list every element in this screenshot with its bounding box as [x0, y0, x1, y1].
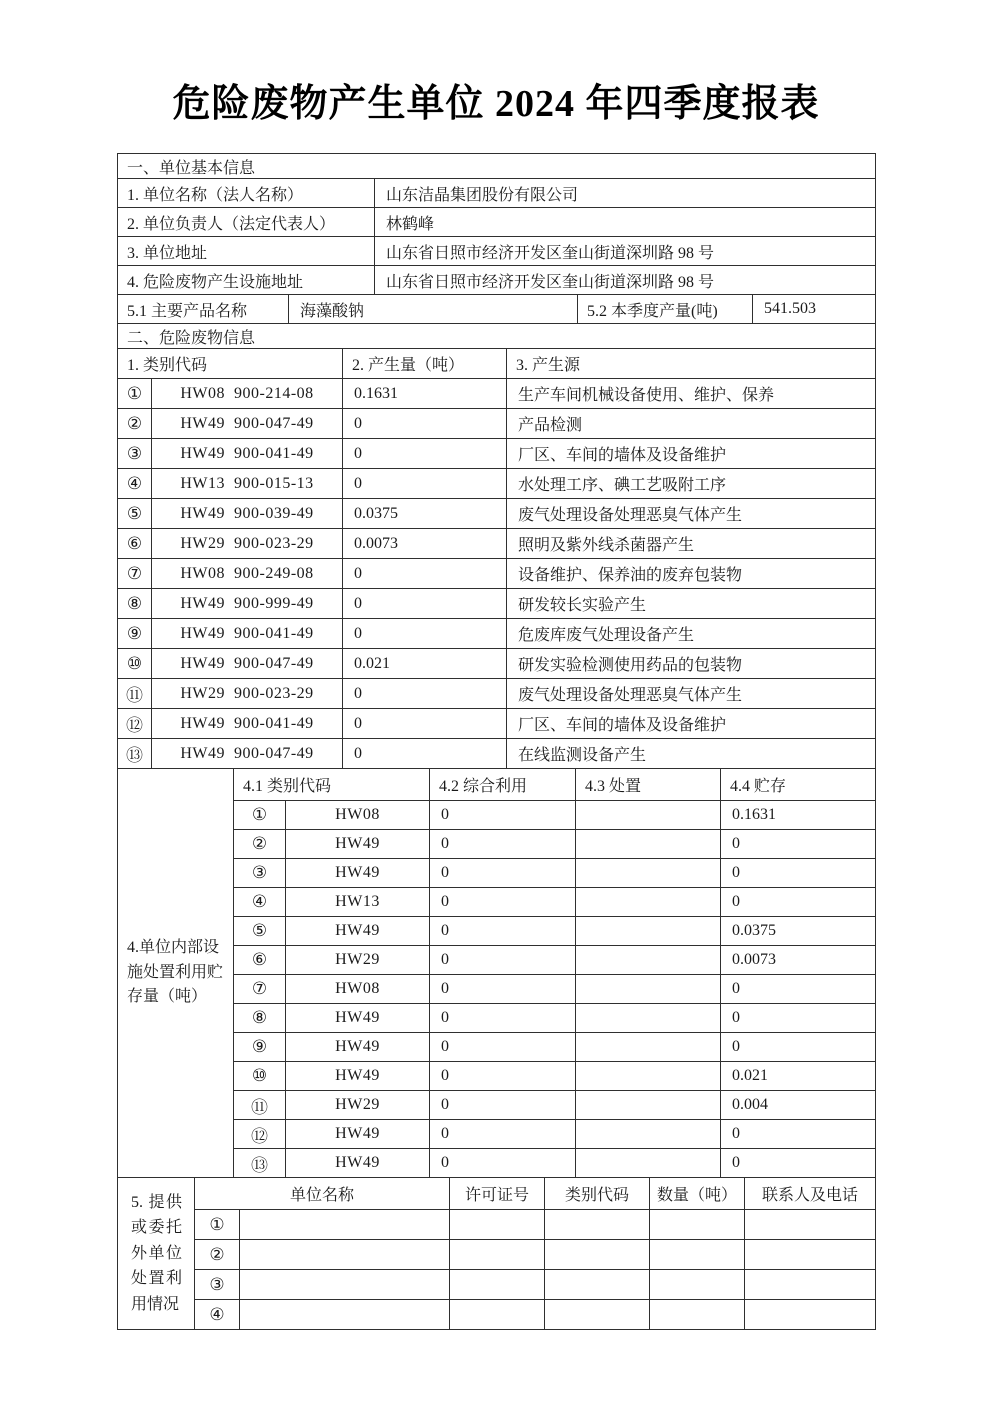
internal-code: HW49: [286, 917, 430, 946]
section5-row-label-text: 5. 提供或委托外单位处置利用情况: [131, 1193, 182, 1313]
internal-store: 0: [721, 1033, 876, 1062]
waste-source: 厂区、车间的墙体及设备维护: [507, 709, 876, 739]
internal-row-num: ⑥: [234, 946, 286, 975]
waste-code: HW49 900-041-49: [152, 709, 343, 739]
waste-amount: 0: [343, 739, 507, 769]
external-row: [118, 1240, 876, 1270]
external-license: [450, 1210, 545, 1240]
quarter-output-label: 5.2 本季度产量(吨): [578, 295, 753, 324]
external-row-num: ③: [195, 1270, 240, 1300]
internal-store: 0: [721, 859, 876, 888]
external-code: [545, 1300, 650, 1330]
waste-info-table: [117, 323, 876, 769]
waste-source: 产品检测: [507, 409, 876, 439]
waste-row: [118, 439, 876, 469]
internal-dispose: [576, 1062, 721, 1091]
internal-utilize: 0: [430, 1004, 576, 1033]
waste-code: HW49 900-047-49: [152, 739, 343, 769]
waste-source: 厂区、车间的墙体及设备维护: [507, 439, 876, 469]
waste-code: HW13 900-015-13: [152, 469, 343, 499]
waste-row-num: ⑦: [118, 559, 152, 589]
waste-code: HW49 900-999-49: [152, 589, 343, 619]
col-header-qty: 数量（吨）: [650, 1178, 745, 1210]
waste-row-num: ⑫: [118, 709, 152, 739]
internal-dispose: [576, 1120, 721, 1149]
quarter-output-value: 541.503: [753, 295, 876, 324]
external-license: [450, 1270, 545, 1300]
internal-dispose: [576, 1004, 721, 1033]
internal-row-num: ①: [234, 801, 286, 830]
col-header-42-utilize: 4.2 综合利用: [430, 769, 576, 801]
waste-row-num: ③: [118, 439, 152, 469]
external-contact: [745, 1270, 876, 1300]
unit-head-value: 林鹤峰: [375, 208, 876, 237]
internal-utilize: 0: [430, 1149, 576, 1178]
main-product-value: 海藻酸钠: [289, 295, 578, 324]
internal-utilize: 0: [430, 917, 576, 946]
internal-dispose: [576, 801, 721, 830]
internal-code: HW13: [286, 888, 430, 917]
internal-dispose: [576, 917, 721, 946]
waste-row-num: ⑩: [118, 649, 152, 679]
waste-code: HW49 900-047-49: [152, 649, 343, 679]
internal-dispose: [576, 888, 721, 917]
external-license: [450, 1300, 545, 1330]
external-contact: [745, 1240, 876, 1270]
external-code: [545, 1240, 650, 1270]
internal-code: HW49: [286, 859, 430, 888]
waste-amount: 0: [343, 709, 507, 739]
external-row: [118, 1270, 876, 1300]
internal-store: 0: [721, 1120, 876, 1149]
external-qty: [650, 1270, 745, 1300]
col-header-unit-name: 单位名称: [195, 1178, 450, 1210]
page-title: 危险废物产生单位 2024 年四季度报表: [172, 83, 820, 125]
waste-source: 照明及紫外线杀菌器产生: [507, 529, 876, 559]
unit-name-value: 山东洁晶集团股份有限公司: [375, 179, 876, 208]
waste-row-num: ⑧: [118, 589, 152, 619]
external-qty: [650, 1210, 745, 1240]
internal-dispose: [576, 859, 721, 888]
external-unit-name: [240, 1270, 450, 1300]
external-row: [118, 1300, 876, 1330]
waste-row: [118, 469, 876, 499]
internal-dispose: [576, 1091, 721, 1120]
facility-address-value: 山东省日照市经济开发区奎山街道深圳路 98 号: [375, 266, 876, 295]
external-row: [118, 1210, 876, 1240]
internal-store: 0: [721, 1004, 876, 1033]
col-header-44-store: 4.4 贮存: [721, 769, 876, 801]
internal-store: 0.0073: [721, 946, 876, 975]
waste-source: 废气处理设备处理恶臭气体产生: [507, 679, 876, 709]
waste-code: HW49 900-041-49: [152, 619, 343, 649]
section4-row-label: [118, 769, 234, 1178]
waste-row: [118, 709, 876, 739]
internal-store: 0.004: [721, 1091, 876, 1120]
section5-row-label: [118, 1178, 195, 1330]
waste-row: [118, 379, 876, 409]
col-header-code5: 类别代码: [545, 1178, 650, 1210]
waste-row: [118, 649, 876, 679]
waste-code: HW49 900-039-49: [152, 499, 343, 529]
internal-row-num: ⑫: [234, 1120, 286, 1149]
internal-utilize: 0: [430, 1033, 576, 1062]
external-contact: [745, 1210, 876, 1240]
waste-row-num: ①: [118, 379, 152, 409]
col-header-41-code: 4.1 类别代码: [234, 769, 430, 801]
internal-code: HW49: [286, 1033, 430, 1062]
waste-amount: 0.0073: [343, 529, 507, 559]
internal-row-num: ④: [234, 888, 286, 917]
waste-source: 研发较长实验产生: [507, 589, 876, 619]
internal-row-num: ②: [234, 830, 286, 859]
waste-row-num: ⑥: [118, 529, 152, 559]
waste-amount: 0.1631: [343, 379, 507, 409]
internal-code: HW49: [286, 1149, 430, 1178]
waste-row-num: ⑨: [118, 619, 152, 649]
external-license: [450, 1240, 545, 1270]
internal-utilize: 0: [430, 975, 576, 1004]
internal-store: 0: [721, 830, 876, 859]
waste-code: HW29 900-023-29: [152, 529, 343, 559]
external-qty: [650, 1300, 745, 1330]
waste-amount: 0: [343, 559, 507, 589]
internal-utilize: 0: [430, 1120, 576, 1149]
internal-dispose: [576, 1033, 721, 1062]
external-row-num: ①: [195, 1210, 240, 1240]
waste-row-num: ⑬: [118, 739, 152, 769]
internal-dispose: [576, 946, 721, 975]
unit-address-value: 山东省日照市经济开发区奎山街道深圳路 98 号: [375, 237, 876, 266]
internal-row-num: ⑧: [234, 1004, 286, 1033]
unit-head-label: 2. 单位负责人（法定代表人）: [118, 208, 375, 237]
waste-row: [118, 739, 876, 769]
waste-amount: 0.021: [343, 649, 507, 679]
internal-code: HW49: [286, 1004, 430, 1033]
section2-heading: 二、危险废物信息: [118, 324, 876, 349]
col-header-code: 1. 类别代码: [118, 349, 343, 379]
internal-code: HW29: [286, 1091, 430, 1120]
waste-code: HW08 900-249-08: [152, 559, 343, 589]
waste-row: [118, 409, 876, 439]
internal-code: HW29: [286, 946, 430, 975]
waste-source: 危废库废气处理设备产生: [507, 619, 876, 649]
section4-row-label-text: 4.单位内部设施处置利用贮存量（吨）: [127, 938, 224, 1006]
basic-info-table: [117, 153, 876, 324]
internal-row-num: ⑤: [234, 917, 286, 946]
waste-row-num: ⑤: [118, 499, 152, 529]
waste-row-num: ④: [118, 469, 152, 499]
waste-code: HW49 900-047-49: [152, 409, 343, 439]
waste-code: HW29 900-023-29: [152, 679, 343, 709]
main-product-label: 5.1 主要产品名称: [118, 295, 289, 324]
waste-amount: 0.0375: [343, 499, 507, 529]
waste-row: [118, 559, 876, 589]
internal-code: HW49: [286, 830, 430, 859]
internal-utilize: 0: [430, 1091, 576, 1120]
internal-utilize: 0: [430, 830, 576, 859]
external-unit-name: [240, 1210, 450, 1240]
unit-name-label: 1. 单位名称（法人名称）: [118, 179, 375, 208]
internal-utilize: 0: [430, 801, 576, 830]
external-disposal-table: [117, 1177, 876, 1330]
waste-source: 废气处理设备处理恶臭气体产生: [507, 499, 876, 529]
internal-store: 0.0375: [721, 917, 876, 946]
internal-store: 0: [721, 888, 876, 917]
internal-utilize: 0: [430, 888, 576, 917]
internal-store: 0.021: [721, 1062, 876, 1091]
internal-disposal-table: [117, 768, 876, 1178]
external-code: [545, 1270, 650, 1300]
external-qty: [650, 1240, 745, 1270]
external-unit-name: [240, 1240, 450, 1270]
col-header-license: 许可证号: [450, 1178, 545, 1210]
waste-source: 设备维护、保养油的废弃包装物: [507, 559, 876, 589]
waste-row: [118, 619, 876, 649]
internal-code: HW49: [286, 1062, 430, 1091]
facility-address-label: 4. 危险废物产生设施地址: [118, 266, 375, 295]
waste-row: [118, 499, 876, 529]
internal-row-num: ⑪: [234, 1091, 286, 1120]
internal-store: 0.1631: [721, 801, 876, 830]
external-unit-name: [240, 1300, 450, 1330]
waste-amount: 0: [343, 589, 507, 619]
waste-amount: 0: [343, 439, 507, 469]
internal-store: 0: [721, 1149, 876, 1178]
external-contact: [745, 1300, 876, 1330]
waste-amount: 0: [343, 679, 507, 709]
internal-dispose: [576, 1149, 721, 1178]
waste-source: 研发实验检测使用药品的包装物: [507, 649, 876, 679]
waste-code: HW49 900-041-49: [152, 439, 343, 469]
external-code: [545, 1210, 650, 1240]
internal-row-num: ⑨: [234, 1033, 286, 1062]
waste-source: 水处理工序、碘工艺吸附工序: [507, 469, 876, 499]
waste-amount: 0: [343, 619, 507, 649]
waste-row: [118, 589, 876, 619]
internal-row-num: ③: [234, 859, 286, 888]
col-header-amount: 2. 产生量（吨）: [343, 349, 507, 379]
col-header-contact: 联系人及电话: [745, 1178, 876, 1210]
internal-row-num: ⑬: [234, 1149, 286, 1178]
unit-address-label: 3. 单位地址: [118, 237, 375, 266]
report-form: [117, 153, 875, 1330]
external-row-num: ④: [195, 1300, 240, 1330]
internal-dispose: [576, 975, 721, 1004]
internal-code: HW49: [286, 1120, 430, 1149]
waste-row: [118, 529, 876, 559]
col-header-43-dispose: 4.3 处置: [576, 769, 721, 801]
internal-row-num: ⑩: [234, 1062, 286, 1091]
internal-utilize: 0: [430, 859, 576, 888]
waste-amount: 0: [343, 409, 507, 439]
internal-utilize: 0: [430, 946, 576, 975]
section1-heading: 一、单位基本信息: [118, 154, 876, 179]
waste-row-num: ②: [118, 409, 152, 439]
internal-store: 0: [721, 975, 876, 1004]
internal-code: HW08: [286, 801, 430, 830]
internal-code: HW08: [286, 975, 430, 1004]
waste-code: HW08 900-214-08: [152, 379, 343, 409]
internal-dispose: [576, 830, 721, 859]
internal-utilize: 0: [430, 1062, 576, 1091]
waste-row: [118, 679, 876, 709]
external-row-num: ②: [195, 1240, 240, 1270]
col-header-source: 3. 产生源: [507, 349, 876, 379]
waste-source: 在线监测设备产生: [507, 739, 876, 769]
waste-amount: 0: [343, 469, 507, 499]
waste-row-num: ⑪: [118, 679, 152, 709]
waste-source: 生产车间机械设备使用、维护、保养: [507, 379, 876, 409]
internal-row-num: ⑦: [234, 975, 286, 1004]
